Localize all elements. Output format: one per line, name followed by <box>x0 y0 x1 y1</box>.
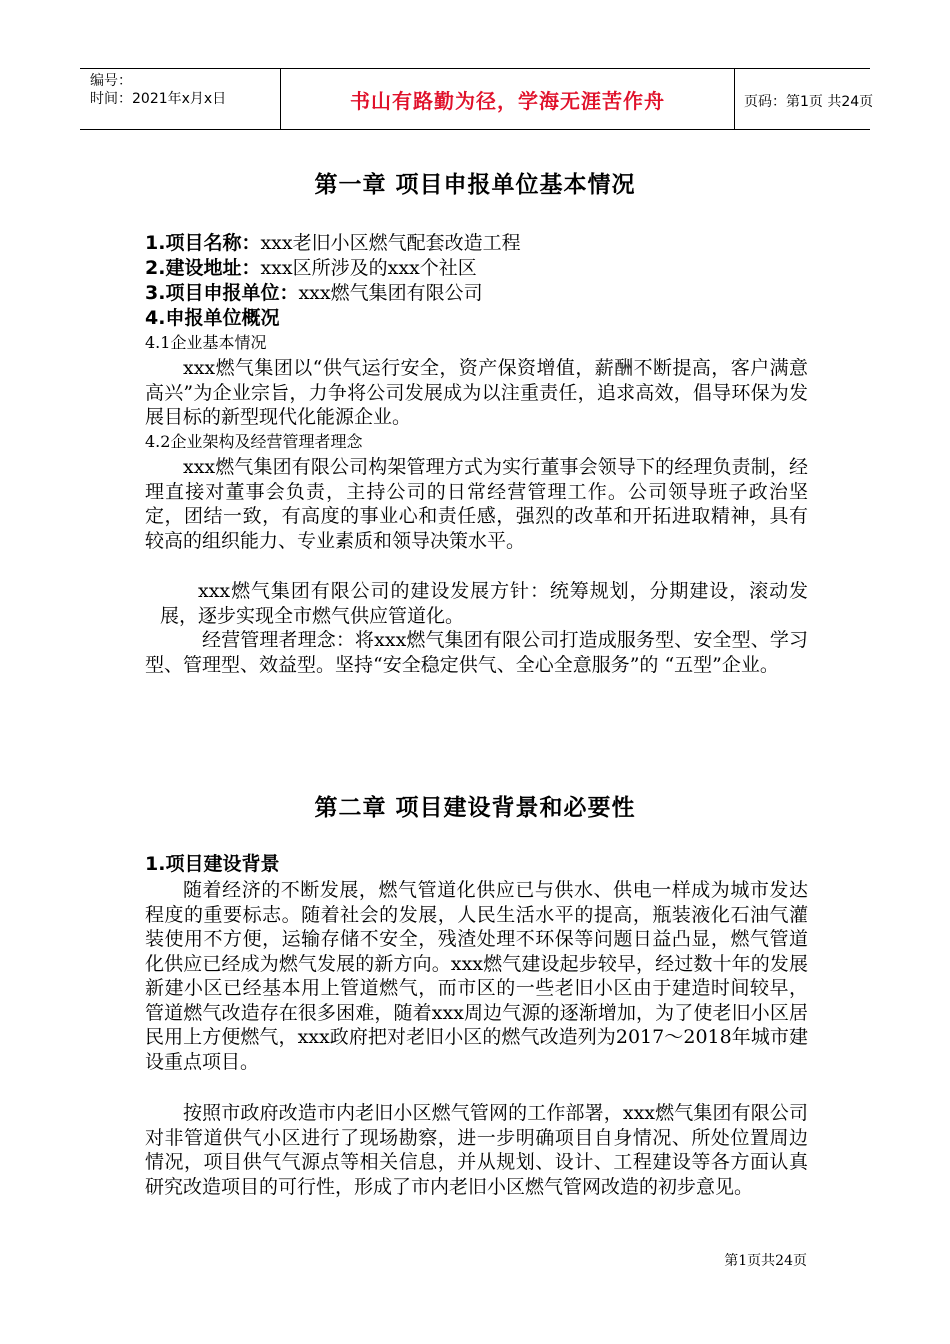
page-footer: 第1页共24页 <box>724 1253 807 1269</box>
item-label: 1.项目名称： <box>145 232 261 254</box>
chapter-1-title: 第一章 项目申报单位基本情况 <box>314 172 636 198</box>
item-address <box>145 256 477 280</box>
page-header <box>80 68 874 130</box>
header-page-code: 页码：第1页 共24页 <box>744 94 874 110</box>
item-project-name <box>145 231 521 255</box>
item-applicant <box>145 281 483 305</box>
paragraph-deployment: 按照市政府改造市内老旧小区燃气管网的工作部署，xxx燃气集团有限公司对非管道供气小区进行了现场勘察，进一步明确项目自身情况、所处位置周边情况，项目供气气源点等相关信息，并从规划、设计、工程建设等各方面认真研究改造项目的可行性，形成了市内老旧小区燃气管网改造的初步意见。 <box>145 1102 808 1198</box>
paragraph-management-philosophy: 经营管理者理念：将xxx燃气集团有限公司打造成服务型、安全型、学习型、管理型、效益型。坚持“安全稳定供气、全心全意服务”的 “五型”企业。 <box>145 629 808 676</box>
header-motto-cell <box>280 69 735 129</box>
subsection-4-2: 4.2企业架构及经营管理者理念 <box>145 432 363 451</box>
item-label: 4.申报单位概况 <box>145 307 280 329</box>
chapter-2-title: 第二章 项目建设背景和必要性 <box>314 795 636 821</box>
section-label: 1.项目建设背景 <box>145 853 280 875</box>
document-code-label: 编号： <box>90 73 132 89</box>
item-label: 3.项目申报单位： <box>145 282 299 304</box>
item-value: xxx区所涉及的xxx个社区 <box>260 257 477 279</box>
item-value: xxx老旧小区燃气配套改造工程 <box>260 232 521 254</box>
subsection-4-1: 4.1企业基本情况 <box>145 333 267 352</box>
item-label: 2.建设地址： <box>145 257 261 279</box>
header-page-cell <box>734 69 874 129</box>
paragraph-development-policy: xxx燃气集团有限公司的建设发展方针：统筹规划，分期建设，滚动发展，逐步实现全市燃气供应管道化。 <box>160 580 808 627</box>
paragraph-background: 随着经济的不断发展，燃气管道化供应已与供水、供电一样成为城市发达程度的重要标志。随着社会的发展，人民生活水平的提高，瓶装液化石油气灌装使用不方便，运输存储不安全，残渣处理不环保等问题日益凸显，燃气管道化供应已经成为燃气发展的新方向。xxx燃气建设起步较早，经过数十年的发展新建小区已经基本用上管道燃气，而市区的一些老旧小区由于建造时间较早，管道燃气改造存在很多困难，随着xxx周边气源的逐渐增加，为了使老旧小区居民用上方便燃气，xxx政府把对老旧小区的燃气改造列为2017～2018年城市建设重点项目。 <box>145 879 808 1073</box>
paragraph-company-basics: xxx燃气集团以“供气运行安全，资产保资增值，薪酬不断提高，客户满意高兴”为企业宗旨，力争将公司发展成为以注重责任，追求高效，倡导环保为发展目标的新型现代化能源企业。 <box>145 357 808 428</box>
item-overview <box>145 306 279 330</box>
item-value: xxx燃气集团有限公司 <box>298 282 483 304</box>
motto: 书山有路勤为径，学海无涯苦作舟 <box>350 89 665 113</box>
header-meta-cell <box>80 69 280 129</box>
section-background <box>145 852 279 877</box>
document-date: 时间：2021年x月x日 <box>90 91 227 107</box>
paragraph-company-structure: xxx燃气集团有限公司构架管理方式为实行董事会领导下的经理负责制，经理直接对董事会负责，主持公司的日常经营管理工作。公司领导班子政治坚定，团结一致，有高度的事业心和责任感，强烈的改革和开拓进取精神，具有较高的组织能力、专业素质和领导决策水平。 <box>145 456 808 552</box>
